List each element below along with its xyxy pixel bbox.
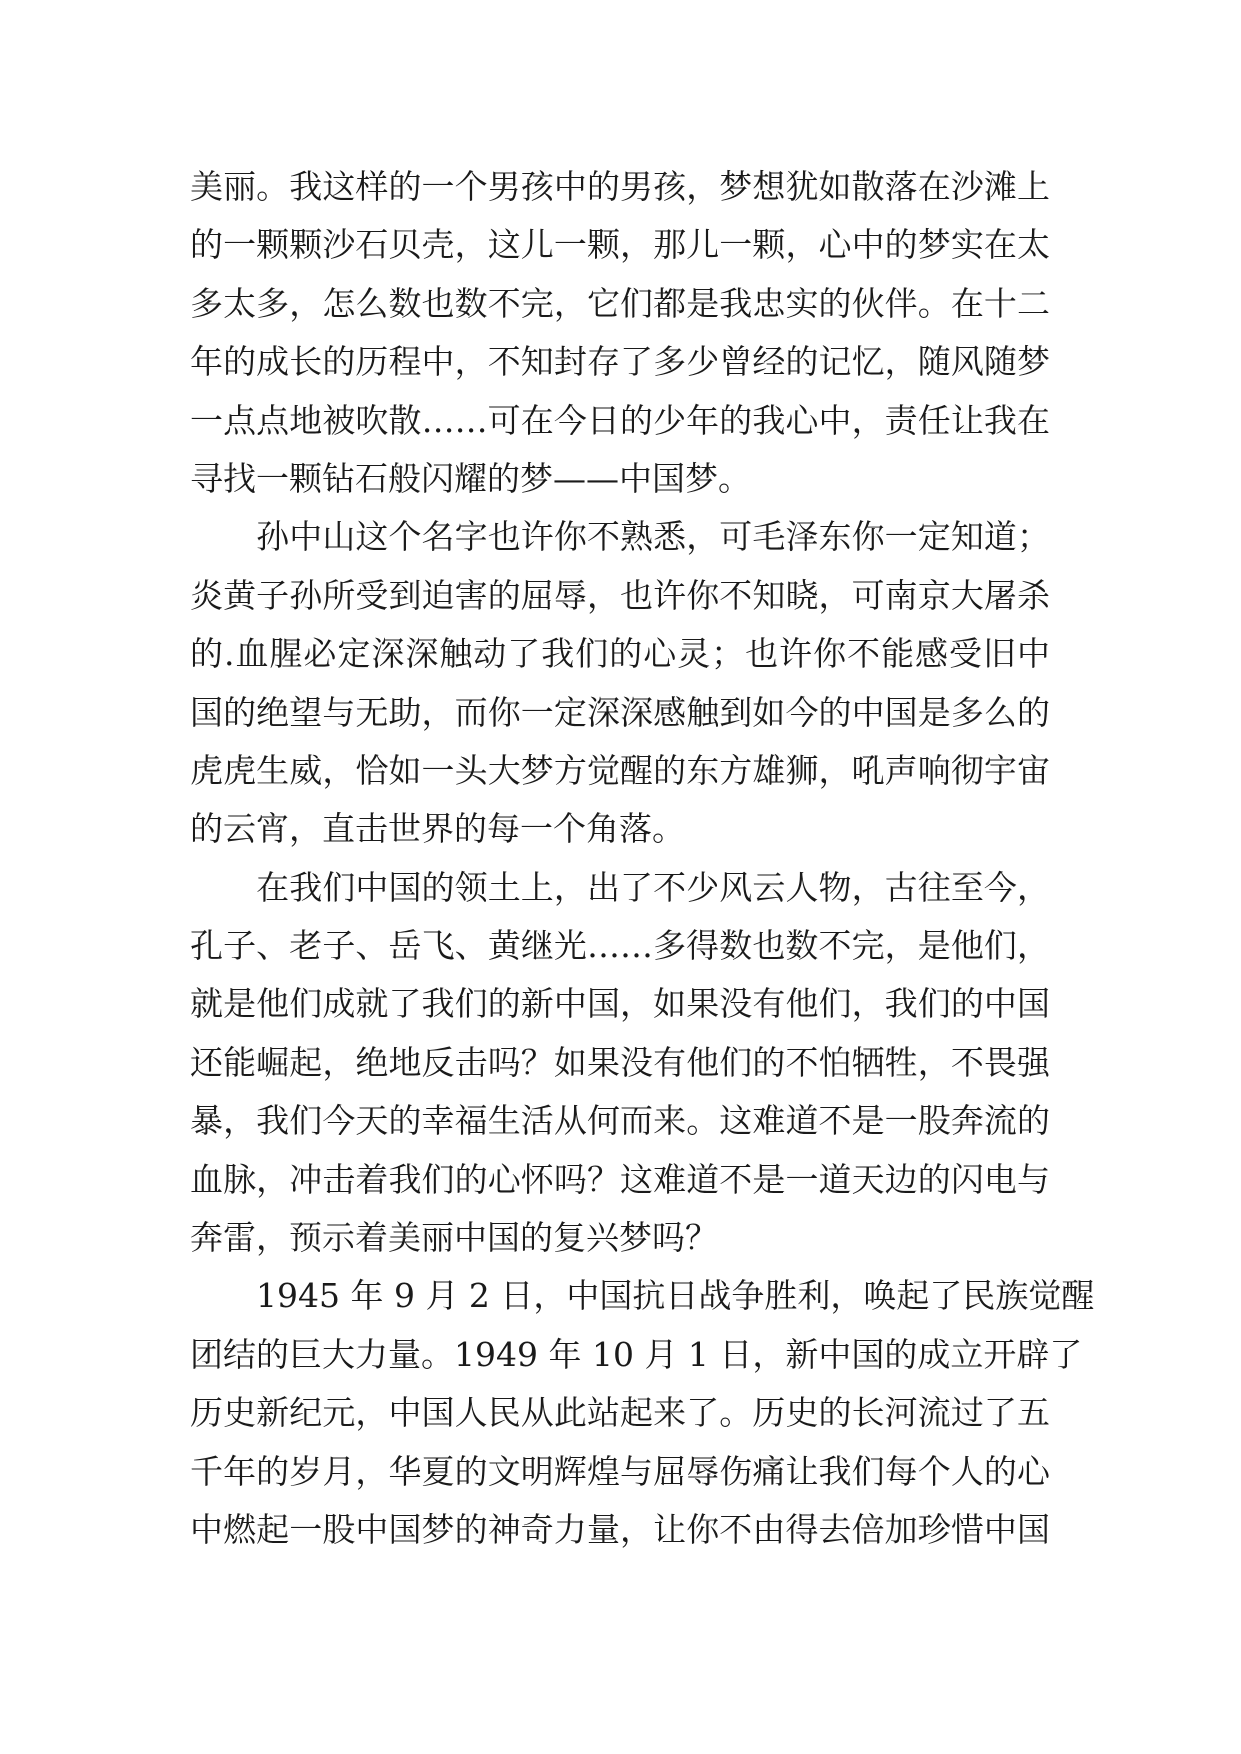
text-line: 1945 年 9 月 2 日，中国抗日战争胜利，唤起了民族觉醒: [190, 1276, 1095, 1316]
text-line: 炎黄子孙所受到迫害的屈辱，也许你不知晓，可南京大屠杀: [190, 575, 1050, 615]
text-line: 暴，我们今天的幸福生活从何而来。这难道不是一股奔流的: [190, 1101, 1050, 1141]
text-line: 中燃起一股中国梦的神奇力量，让你不由得去倍加珍惜中国: [190, 1509, 1050, 1549]
text-line: 历史新纪元，中国人民从此站起来了。历史的长河流过了五: [190, 1393, 1050, 1433]
text-line: 虎虎生威，恰如一头大梦方觉醒的东方雄狮，吼声响彻宇宙: [190, 750, 1050, 790]
text-line: 就是他们成就了我们的新中国，如果没有他们，我们的中国: [190, 984, 1050, 1024]
text-line: 在我们中国的领土上，出了不少风云人物，古往至今，: [190, 867, 1050, 907]
text-line: 奔雷，预示着美丽中国的复兴梦吗？: [190, 1218, 718, 1258]
text-line: 年的成长的历程中，不知封存了多少曾经的记忆，随风随梦: [190, 342, 1050, 382]
essay-body: [190, 158, 1095, 1559]
text-line: 还能崛起，绝地反击吗？如果没有他们的不怕牺牲，不畏强: [190, 1042, 1050, 1082]
text-line: 一点点地被吹散……可在今日的少年的我心中，责任让我在: [190, 400, 1050, 440]
text-line: 千年的岁月，华夏的文明辉煌与屈辱伤痛让我们每个人的心: [190, 1451, 1050, 1491]
text-line: 的云宵，直击世界的每一个角落。: [190, 809, 685, 849]
text-line: 国的绝望与无助，而你一定深深感触到如今的中国是多么的: [190, 692, 1050, 732]
text-line: 团结的巨大力量。1949 年 10 月 1 日，新中国的成立开辟了: [190, 1334, 1083, 1374]
text-line: 寻找一颗钻石般闪耀的梦——中国梦。: [190, 458, 751, 498]
text-line: 血脉，冲击着我们的心怀吗？这难道不是一道天边的闪电与: [190, 1159, 1050, 1199]
text-line: 的一颗颗沙石贝壳，这儿一颗，那儿一颗，心中的梦实在太: [190, 225, 1050, 265]
text-line: 美丽。我这样的一个男孩中的男孩，梦想犹如散落在沙滩上: [190, 167, 1050, 206]
text-line: 多太多，怎么数也数不完，它们都是我忠实的伙伴。在十二: [190, 283, 1050, 323]
text-line: 的.血腥必定深深触动了我们的心灵；也许你不能感受旧中: [190, 634, 1050, 674]
text-line: 孙中山这个名字也许你不熟悉，可毛泽东你一定知道；: [190, 517, 1050, 557]
text-line: 孔子、老子、岳飞、黄继光……多得数也数不完，是他们，: [190, 926, 1050, 966]
